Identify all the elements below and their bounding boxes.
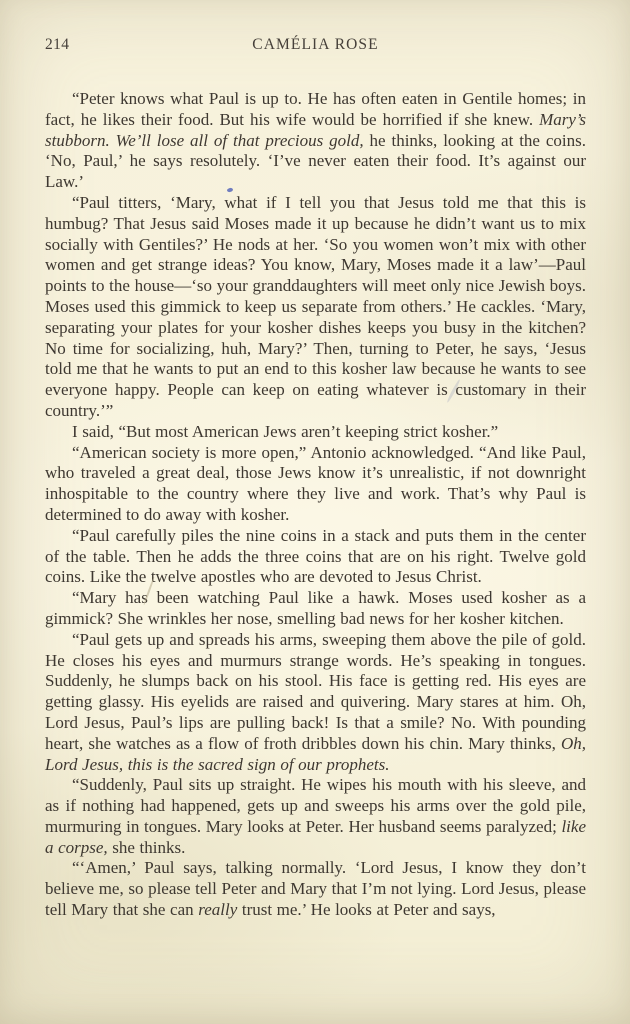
text-run: I said, “But most American Jews aren’t keeping strict kosher.”	[72, 421, 499, 441]
paragraph	[45, 630, 586, 776]
italic-run: really	[198, 900, 238, 920]
paragraph	[45, 89, 586, 193]
italic-run: like a corpse,	[45, 816, 586, 857]
text-run: he thinks, looking at the coins. ‘No, Paul,’ he says resolutely. ‘I’ve never eaten their food. It’s against our Law.’	[45, 130, 587, 192]
page-header	[45, 36, 586, 58]
text-run: “Mary has been watching Paul like a hawk. Moses used kosher as a gimmick? She wrinkles her nose, smelling bad news for her kosher kitchen.	[45, 588, 586, 628]
text-run: “Paul gets up and spreads his arms, sweeping them above the pile of gold. He closes his eyes and murmurs strange words. He’s speaking in tongues. Suddenly, he slumps back on his stool. His face is getting red. His eyes are getting glassy. His eyelids are raised and quivering. Mary stares at him. Oh, Lord Jesus, Paul’s lips are pulling back! Is that a smile? No. With pounding heart, she watches as a flow of froth dribbles down his chin. Mary thinks,	[45, 629, 586, 753]
running-head: CAMÉLIA ROSE	[252, 36, 379, 53]
text-run: “American society is more open,” Antonio acknowledged. “And like Paul, who traveled a great deal, those Jews know it’s unrealistic, if not downright inhospitable to the country where they live and work. That’s why Paul is determined to do away with kosher.	[45, 442, 586, 524]
paragraph	[45, 193, 586, 422]
text-run: “Suddenly, Paul sits up straight. He wipes his mouth with his sleeve, and as if nothing had happened, gets up and sweeps his arms over the gold pile, murmuring in tongues. Mary looks at Peter. Her husband seems paralyzed;	[45, 775, 586, 836]
paragraph	[45, 422, 586, 443]
text-run: “Paul carefully piles the nine coins in a stack and puts them in the center of the table. Then he adds the three coins that are on his right. Twelve gold coins. Like the twelve apostles who are devoted to Jesus Christ.	[45, 525, 586, 587]
text-run: “‘Amen,’ Paul says, talking normally. ‘Lord Jesus, I know they don’t believe me, so please tell Peter and Mary that I’m not lying. Lord Jesus, please tell Mary that she can	[45, 858, 586, 920]
text-run: she thinks.	[107, 837, 186, 857]
paragraph	[45, 775, 586, 858]
text-run: “Paul titters, ‘Mary, what if I tell you that Jesus told me that this is humbug? That Jesus said Moses made it up because he didn’t want us to mix socially with Gentiles?’ He nods at her. ‘So you women won’t mix with other women and get strange ideas? You know, Mary, Moses made it a law’—Paul points to the house—‘so your granddaughters will meet only nice Jewish boys. Moses used this gimmick to keep us separate from others.’ He cackles. ‘Mary, separating your plates for your kosher dishes keeps you busy in the kitchen? No time for socializing, huh, Mary?’ Then, turning to Peter, he says, ‘Jesus told me that he wants to put an end to this kosher law because he wants to see everyone happy. People can keep on eating whatever is customary in their country.’”	[45, 192, 586, 420]
text-run: “Peter knows what Paul is up to. He has often eaten in Gentile homes; in fact, he likes their food. But his wife would be horrified if she knew.	[45, 89, 586, 129]
body-text	[45, 89, 586, 921]
text-run: trust me.’ He looks at Peter and says,	[237, 900, 496, 920]
page-number: 214	[45, 36, 70, 53]
paragraph	[45, 588, 586, 630]
paragraph	[45, 858, 586, 920]
paragraph	[45, 526, 586, 588]
paragraph	[45, 443, 586, 526]
italic-run: Oh, Lord Jesus, this is the sacred sign of our prophets.	[45, 733, 586, 774]
italic-run: Mary’s stubborn. We’ll lose all of that precious gold,	[45, 109, 586, 150]
